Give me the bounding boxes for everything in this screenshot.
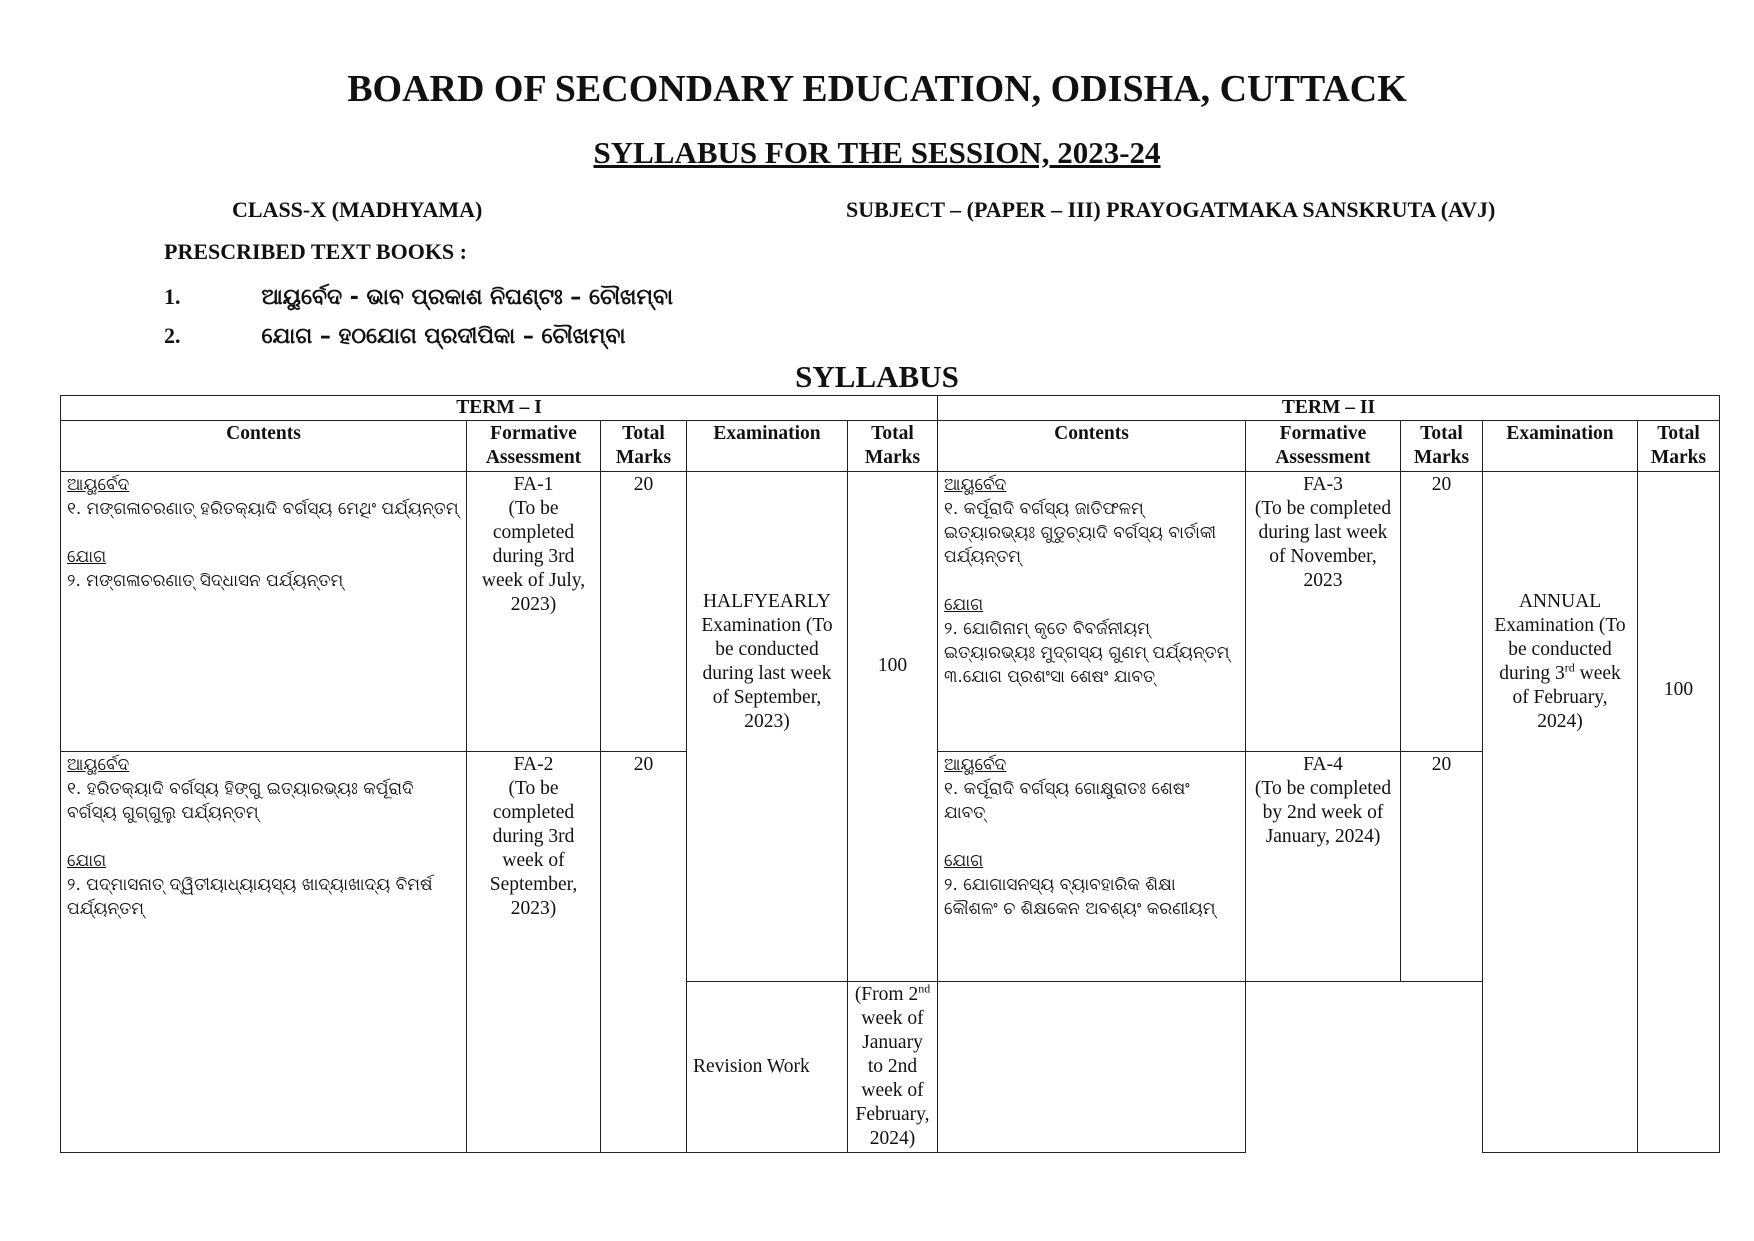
term-2-header: TERM – II: [938, 396, 1720, 421]
fa2-cell: [467, 752, 601, 1153]
term2-fa3-contents: ଆୟୁର୍ବେଦ ୧. କର୍ପୂରାଦି ବର୍ଗସ୍ୟ ଜାତିଫଳମ୍ ଇତ୍ୟାରଭ୍ୟଃ ଗୁଡୁଚ୍ୟାଦି ବର୍ଗସ୍ୟ ବାର୍ତାକୀ ପର୍ଯ୍ୟନ୍ତମ୍ ଯୋଗ ୨. ଯୋଗିନାମ୍ କୃତେ ବିବର୍ଜନୀୟମ୍ ଇତ୍ୟାରଭ୍ୟଃ ମୁଦ୍‌ଗସ୍ୟ ଗୁଣମ୍ ପର୍ଯ୍ୟନ୍ତମ୍ ୩.ଯୋଗ ପ୍ରଶଂସା ଶେଷଂ ଯାବତ୍: [938, 472, 1246, 752]
fa4-marks: 20: [1401, 752, 1483, 982]
session-subtitle: SYLLABUS FOR THE SESSION, 2023-24: [593, 135, 1161, 170]
term1-fa1-contents: ଆୟୁର୍ବେଦ ୧. ମଙ୍ଗଳାଚରଣାତ୍ ହରିତକ୍ୟାଦି ବର୍ଗସ୍ୟ ମେଥିଂ ପର୍ଯ୍ୟନ୍ତମ୍ ଯୋଗ ୨. ମଙ୍ଗଳାଚରଣାତ୍ ସିଦ୍ଧାସନ ପର୍ଯ୍ୟନ୍ତମ୍: [61, 472, 467, 752]
fa3-marks: 20: [1401, 472, 1483, 752]
revision-marks: [938, 982, 1246, 1153]
syllabus-table: [60, 395, 1720, 1153]
col-contents: Contents: [938, 421, 1246, 472]
book-item: [164, 321, 626, 352]
fa1-note: (To be completed during 3rd week of July, 2023): [481, 498, 586, 615]
term1-fa2-contents: ଆୟୁର୍ବେଦ ୧. ହରିତକ୍ୟାଦି ବର୍ଗସ୍ୟ ହିଙ୍ଗୁ ଇତ୍ୟାରଭ୍ୟଃ କର୍ପୂରାଦି ବର୍ଗସ୍ୟ ଗୁଗ୍ଗୁଲୁ ପର୍ଯ୍ୟନ୍ତମ୍ ଯୋଗ ୨. ପଦ୍ମାସନାତ୍ ଦ୍ୱିତୀୟାଧ୍ୟାୟସ୍ୟ ଖାଦ୍ୟାଖାଦ୍ୟ ବିମର୍ଷ ପର୍ଯ୍ୟନ୍ତମ୍: [61, 752, 467, 1153]
annual-exam: ANNUAL Examination (To be conducted during 3rd week of February, 2024): [1483, 472, 1638, 1153]
fa2-name: FA-2: [513, 754, 554, 775]
book-number: 1.: [164, 284, 181, 309]
board-title: BOARD OF SECONDARY EDUCATION, ODISHA, CUTTACK: [347, 68, 1407, 110]
col-formative: Formative Assessment: [467, 421, 601, 472]
fa1-marks: 20: [601, 472, 687, 752]
class-label: CLASS-X (MADHYAMA): [232, 197, 483, 222]
halfyearly-marks: 100: [848, 472, 938, 982]
term2-fa4-contents: ଆୟୁର୍ବେଦ ୧. କର୍ପୂରାଦି ବର୍ଗସ୍ୟ ଗୋକ୍ଷୁରାତଃ ଶେଷଂ ଯାବତ୍ ଯୋଗ ୨. ଯୋଗାସନସ୍ୟ ବ୍ୟାବହାରିକ ଶିକ୍ଷା କୌଶଳଂ ଚ ଶିକ୍ଷକେନ ଅବଶ୍ୟଂ କରଣୀୟମ୍: [938, 752, 1246, 982]
col-examination: Examination: [1483, 421, 1638, 472]
annual-marks: 100: [1638, 472, 1720, 1153]
col-total-marks: Total Marks: [848, 421, 938, 472]
book-item: [164, 282, 673, 313]
col-total-marks: Total Marks: [1638, 421, 1720, 472]
book-title: ଆୟୁର୍ବେଦ - ଭାବ ପ୍ରକାଶ ନିଘଣ୍ଟଃ – ଚୌଖମ୍ବା: [261, 285, 673, 310]
fa1-cell: [467, 472, 601, 752]
book-title: ଯୋଗ – ହଠଯୋଗ ପ୍ରଦୀପିକା – ଚୌଖମ୍ବା: [261, 324, 626, 349]
fa4-cell: [1246, 752, 1401, 982]
fa1-name: FA-1: [513, 474, 554, 495]
fa3-name: FA-3: [1303, 474, 1343, 495]
prescribed-books-heading: PRESCRIBED TEXT BOOKS :: [164, 239, 467, 264]
syllabus-heading: SYLLABUS: [795, 359, 959, 394]
col-examination: Examination: [687, 421, 848, 472]
revision-work-note: (From 2nd week of January to 2nd week of February, 2024): [848, 982, 938, 1153]
halfyearly-exam: HALFYEARLY Examination (To be conducted during last week of September, 2023): [687, 472, 848, 982]
col-total-marks: Total Marks: [1401, 421, 1483, 472]
book-number: 2.: [164, 323, 181, 348]
term-1-header: TERM – I: [61, 396, 938, 421]
fa3-note: (To be completed during last week of November, 2023: [1254, 498, 1392, 591]
revision-work-label: Revision Work: [687, 982, 848, 1153]
fa2-marks: 20: [601, 752, 687, 1153]
fa4-name: FA-4: [1303, 754, 1343, 775]
col-total-marks: Total Marks: [601, 421, 687, 472]
fa4-note: (To be completed by 2nd week of January, 2024): [1254, 778, 1392, 847]
fa2-note: (To be completed during 3rd week of September, 2023): [489, 778, 578, 919]
fa3-cell: [1246, 472, 1401, 752]
col-contents: Contents: [61, 421, 467, 472]
subject-label: SUBJECT – (PAPER – III) PRAYOGATMAKA SANSKRUTA (AVJ): [846, 197, 1496, 222]
col-formative: Formative Assessment: [1246, 421, 1401, 472]
